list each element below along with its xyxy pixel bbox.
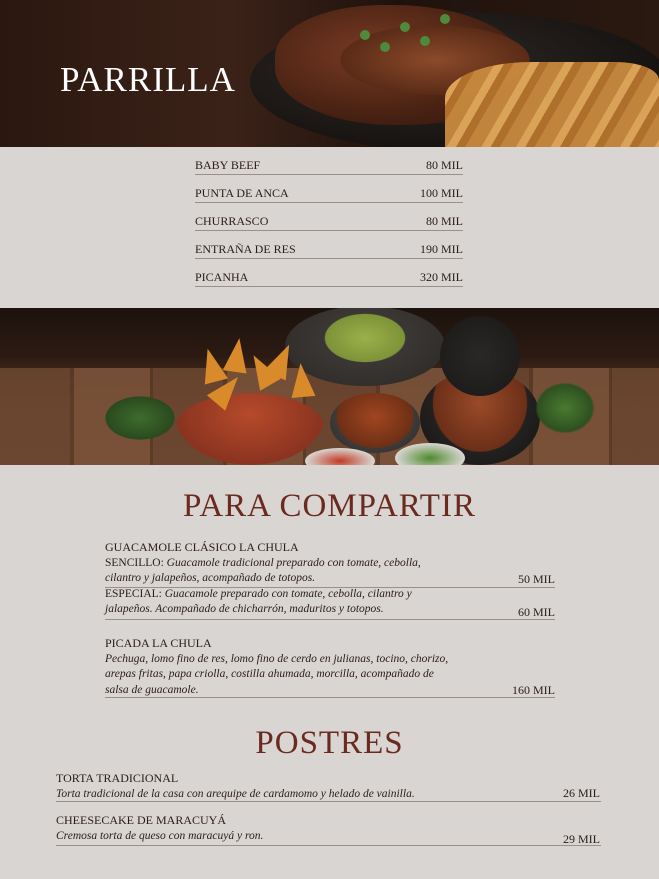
item-name: TORTA TRADICIONAL <box>56 771 179 785</box>
item-price: 80 MIL <box>426 158 463 172</box>
herbs-image <box>530 378 600 438</box>
item-price: 190 MIL <box>420 242 463 256</box>
item-price: 26 MIL <box>563 786 600 800</box>
option-label: ESPECIAL: <box>105 587 162 600</box>
item-name: GUACAMOLE CLÁSICO LA CHULA <box>105 540 299 554</box>
guacamole-item <box>105 540 505 618</box>
fries-image <box>445 62 659 147</box>
divider <box>105 697 555 698</box>
option-label: SENCILLO: <box>105 556 164 569</box>
torta-item <box>56 771 526 802</box>
item-desc: arepas fritas, papa criolla, costilla ahumada, morcilla, acompañado de <box>105 668 434 680</box>
menu-row <box>195 213 463 231</box>
herb-garnish <box>360 30 370 40</box>
snacks-band-image <box>0 308 659 465</box>
herb-garnish <box>380 42 390 52</box>
divider <box>105 587 555 588</box>
item-desc: Torta tradicional de la casa con arequipe de cardamomo y helado de vainilla. <box>56 787 415 800</box>
item-price: 29 MIL <box>563 832 600 846</box>
herb-garnish <box>440 14 450 24</box>
chips-bowl-image <box>175 393 325 465</box>
herbs-image <box>100 393 180 443</box>
option-desc: Guacamole tradicional preparado con tomate, cebolla, <box>166 556 421 569</box>
item-name: PICADA LA CHULA <box>105 636 212 650</box>
item-price: 320 MIL <box>420 270 463 284</box>
menu-row <box>195 269 463 287</box>
item-price: 100 MIL <box>420 186 463 200</box>
para-compartir-title: PARA COMPARTIR <box>183 488 476 524</box>
parrilla-hero-image <box>0 0 659 147</box>
option-desc: jalapeños. Acompañado de chicharrón, maduritos y totopos. <box>105 603 384 615</box>
pot-lid-image <box>440 316 520 396</box>
postres-title: POSTRES <box>255 725 404 761</box>
chorizo-bowl-image <box>330 393 420 453</box>
item-desc: Pechuga, lomo fino de res, lomo fino de cerdo en julianas, tocino, chorizo, <box>105 652 449 665</box>
item-name: PICANHA <box>195 270 249 284</box>
herb-garnish <box>420 36 430 46</box>
item-price: 60 MIL <box>518 605 555 619</box>
item-desc: salsa de guacamole. <box>105 683 199 696</box>
option-desc: Guacamole preparado con tomate, cebolla, cilantro y <box>164 587 412 600</box>
divider <box>56 801 601 802</box>
item-name: PUNTA DE ANCA <box>195 186 289 200</box>
menu-row <box>195 157 463 175</box>
item-desc: Cremosa torta de queso con maracuyá y ron. <box>56 829 264 842</box>
option-desc: cilantro y jalapeños, acompañado de totopos. <box>105 572 316 584</box>
jalapeno-bowl-image <box>395 443 465 465</box>
item-name: ENTRAÑA DE RES <box>195 242 296 256</box>
item-name: CHEESECAKE DE MARACUYÁ <box>56 813 227 827</box>
item-price: 160 MIL <box>512 683 555 697</box>
parrilla-title: PARRILLA <box>60 60 236 99</box>
item-price: 50 MIL <box>518 572 555 586</box>
divider <box>56 845 601 846</box>
tortilla-chip <box>289 362 316 398</box>
item-price: 80 MIL <box>426 214 463 228</box>
divider <box>105 619 555 620</box>
item-option-especial <box>105 587 505 603</box>
item-option-sencillo <box>105 556 505 572</box>
cheesecake-item <box>56 813 526 844</box>
menu-row <box>195 185 463 203</box>
herb-garnish <box>400 22 410 32</box>
item-name: CHURRASCO <box>195 214 269 228</box>
menu-row <box>195 241 463 259</box>
item-name: BABY BEEF <box>195 158 261 172</box>
picada-item <box>105 636 505 698</box>
